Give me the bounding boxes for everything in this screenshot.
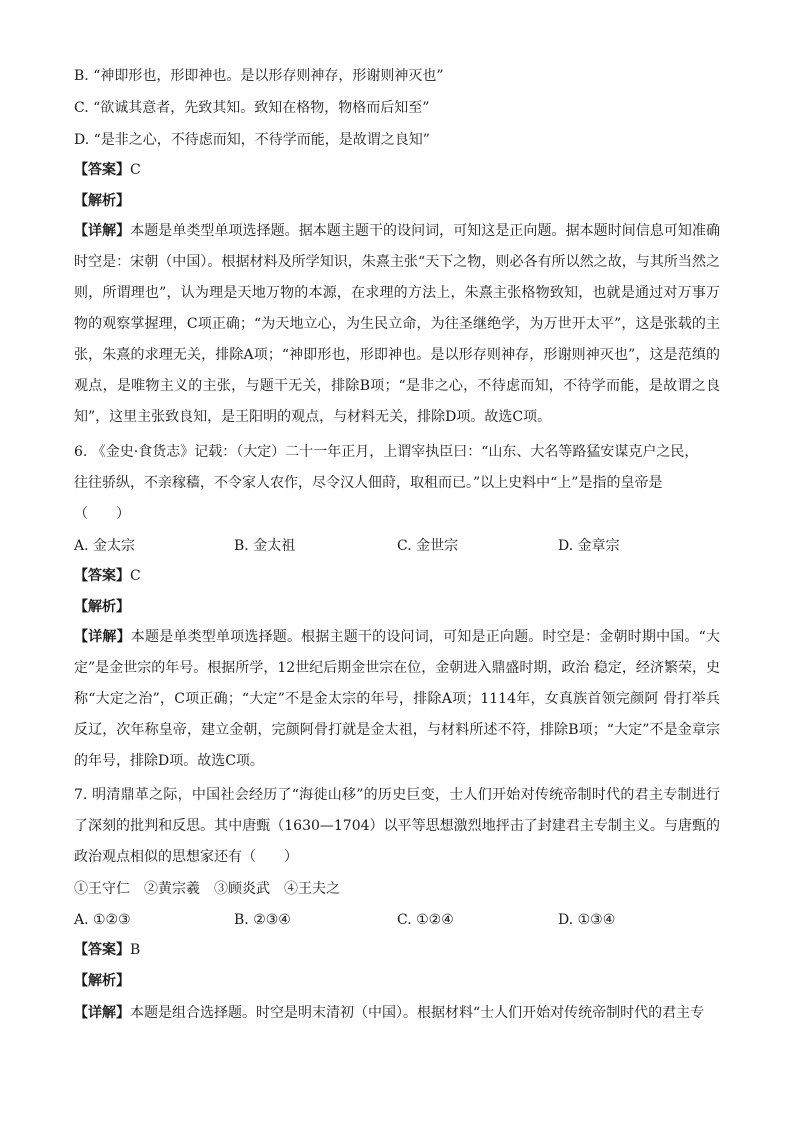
answer-value: B <box>130 942 141 958</box>
analysis-label: 【解析】 <box>74 973 130 989</box>
q5-option-b: B. “神即形也，形即神也。是以形存则神存，形谢则神灭也” <box>74 68 444 84</box>
answer-value: C <box>130 162 141 178</box>
q7-option-b: B. ②③④ <box>234 912 291 928</box>
q5-detail <box>74 216 720 433</box>
q6-stem-line-3: （ ） <box>74 506 130 522</box>
q5-option-d: D. “是非之心，不待虑而知，不待学而能，是故谓之良知” <box>74 132 430 148</box>
q6-answer <box>74 566 141 586</box>
q6-option-a: A. 金太宗 <box>74 538 136 554</box>
q7-option-c: C. ①②④ <box>397 912 454 928</box>
q6-option-d: D. 金章宗 <box>558 538 620 554</box>
q7-detail <box>74 1003 704 1023</box>
q5-analysis-label <box>74 191 130 211</box>
q7-answer <box>74 940 140 960</box>
answer-label: 【答案】 <box>74 568 130 584</box>
detail-text: 本题是组合选择题。时空是明末清初（中国）。根据材料“士人们开始对传统帝制时代的君主专 <box>130 1005 705 1021</box>
detail-label: 【详解】 <box>74 223 131 239</box>
answer-label: 【答案】 <box>74 162 130 178</box>
analysis-label: 【解析】 <box>74 193 130 209</box>
q6-detail <box>74 622 720 777</box>
q5-option-c: C. “欲诚其意者，先致其知。致知在格物，物格而后知至” <box>74 100 430 116</box>
q6-stem-line-2: 往往骄纵，不亲稼穑，不令家人农作，尽令汉人佃莳，取租而已。”以上史料中“上”是指的皇帝是 <box>74 475 663 491</box>
q7-option-d: D. ①③④ <box>558 912 616 928</box>
q6-stem-line-1: 6. 《金史·食货志》记载：（大定）二十一年正月，上谓宰执臣曰：“山东、大名等路猛安谋克户之民， <box>74 444 699 460</box>
q7-items: ①王守仁 ②黄宗羲 ③顾炎武 ④王夫之 <box>74 881 340 897</box>
q7-analysis-label <box>74 971 130 991</box>
detail-label: 【详解】 <box>74 1005 130 1021</box>
answer-value: C <box>130 568 141 584</box>
q6-option-c: C. 金世宗 <box>397 538 459 554</box>
detail-label: 【详解】 <box>74 629 131 645</box>
q6-option-b: B. 金太祖 <box>234 538 296 554</box>
q7-stem: 7. 明清鼎革之际，中国社会经历了“海徙山移”的历史巨变，士人们开始对传统帝制时代的君主专制进行了深刻的批判和反思。其中唐甄（1630—1704）以平等思想激烈地抨击了封建君主专制主义。与唐甄的政治观点相似的思想家还有（ ） <box>74 787 720 865</box>
q7-option-a: A. ①②③ <box>74 912 131 928</box>
answer-label: 【答案】 <box>74 942 130 958</box>
q6-analysis-label <box>74 597 130 617</box>
q5-answer <box>74 160 141 180</box>
detail-text: 本题是单类型单项选择题。据本题主题干的设问词，可知这是正向题。据本题时间信息可知准确时空是：宋朝（中国）。根据材料及所学知识，朱熹主张“天下之物，则必各有所以然之故，与其所当然之则，所谓理也”，认为理是天地万物的本源，在求理的方法上，朱熹主张格物致知，也就是通过对万事万物的观察掌握理，C项正确；“为天地立心，为生民立命，为往圣继绝学，为万世开太平”，这是张载的主张，朱熹的求理无关，排除A项；“神即形也，形即神也。是以形存则神存，形谢则神灭也”，这是范缜的观点，是唯物主义的主张，与题干无关，排除B项；“是非之心，不待虑而知，不待学而能，是故谓之良知”，这里主张致良知，是王阳明的观点，与材料无关，排除D项。故选C项。 <box>74 223 721 425</box>
analysis-label: 【解析】 <box>74 599 130 615</box>
detail-text: 本题是单类型单项选择题。根据主题干的设问词，可知是正向题。时空是：金朝时期中国。“大定”是金世宗的年号。根据所学，12世纪后期金世宗在位，金朝进入鼎盛时期，政治 稳定，经济繁荣，史称“大定之治”，C项正确；“大定”不是金太宗的年号，排除A项；1114年，女真族首领完颜阿 骨打举兵反辽，次年称皇帝，建立金朝，完颜阿骨打就是金太祖，与材料所述不符，排除B项；“大定”不是金章宗的年号，排除D项。故选C项。 <box>74 629 721 769</box>
